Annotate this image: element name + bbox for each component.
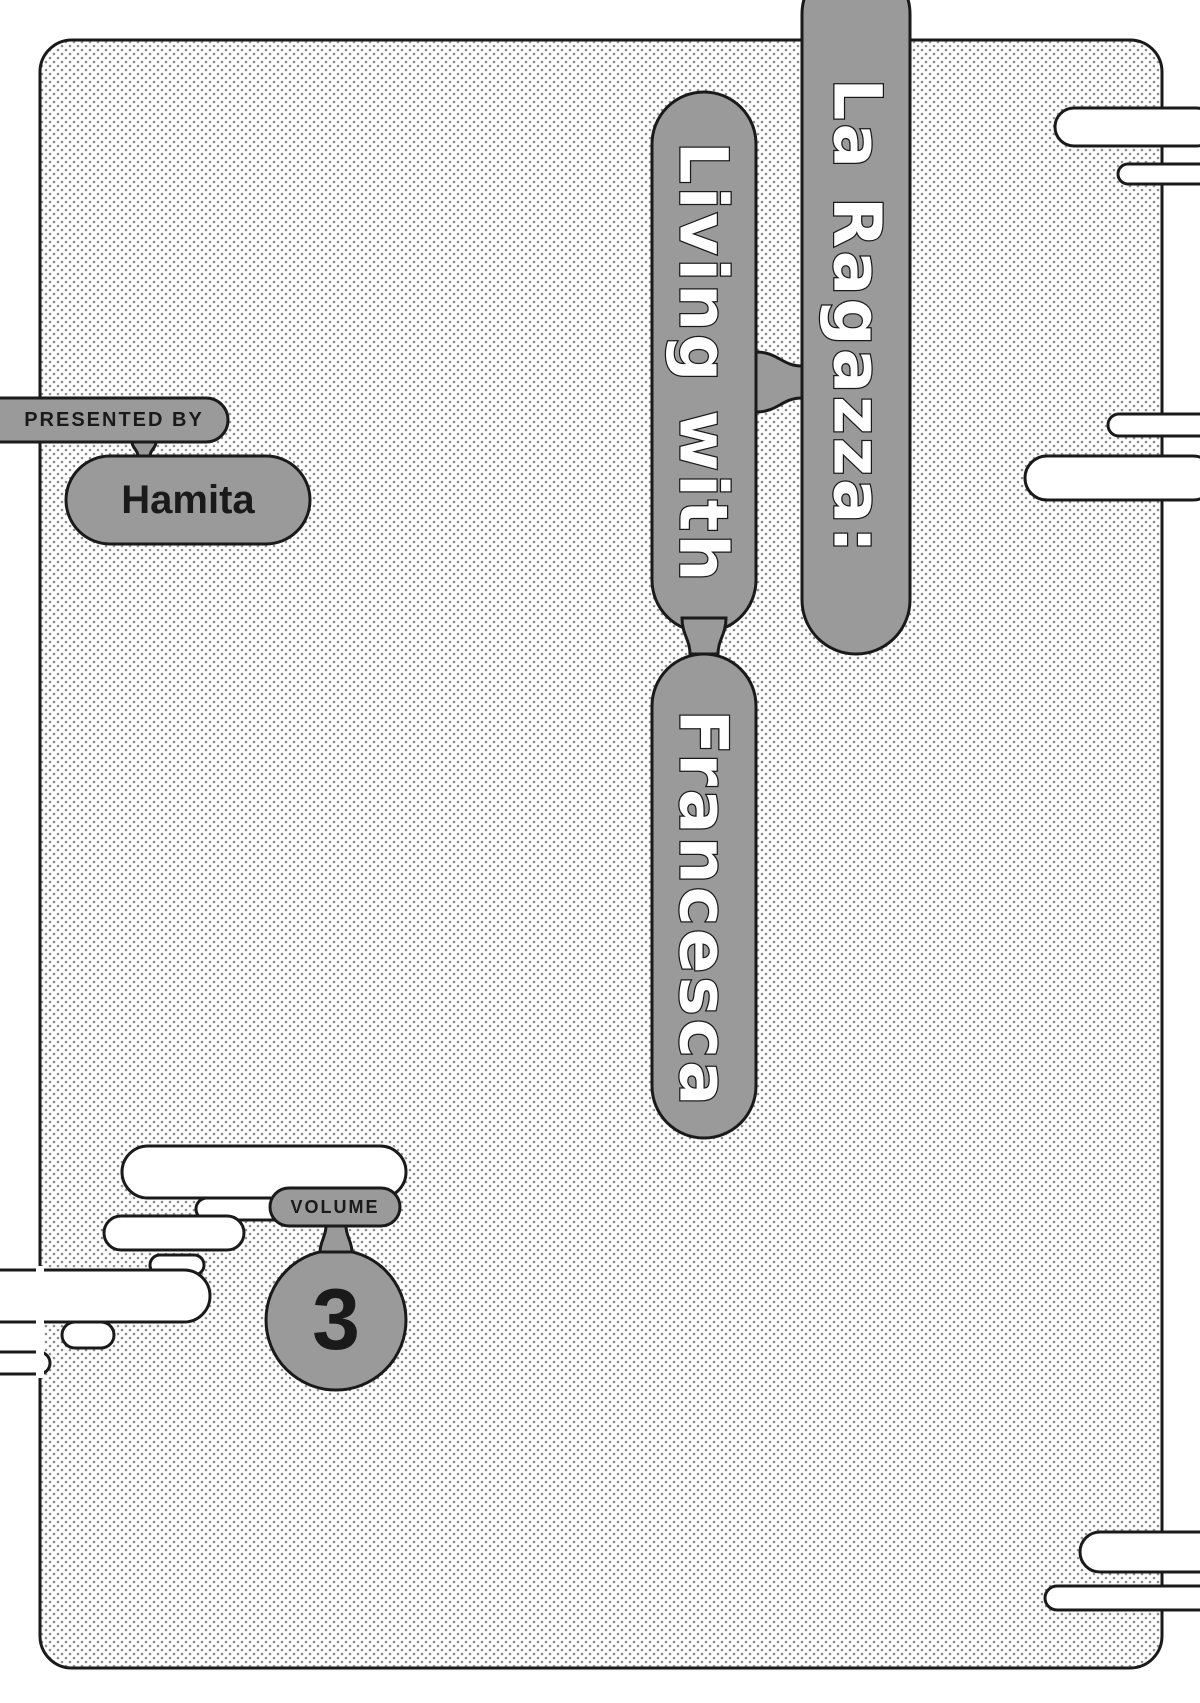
title-line-2 bbox=[664, 141, 742, 584]
volume-connector bbox=[320, 1226, 352, 1252]
title-line-1 bbox=[818, 77, 896, 556]
title-line-3 bbox=[664, 709, 742, 1108]
pill-connector-v bbox=[682, 618, 726, 654]
halftone-frame bbox=[40, 40, 1162, 1668]
volume-label: VOLUME bbox=[290, 1196, 380, 1217]
presented-by-label: PRESENTED BY bbox=[24, 408, 204, 431]
title-line-1-text: La Ragazza: bbox=[818, 77, 896, 556]
title-line-2-text: Living with bbox=[664, 141, 742, 584]
author-name: Hamita bbox=[121, 477, 255, 522]
title-line-3-text: Francesca bbox=[664, 709, 742, 1108]
volume-number: 3 bbox=[312, 1271, 360, 1368]
